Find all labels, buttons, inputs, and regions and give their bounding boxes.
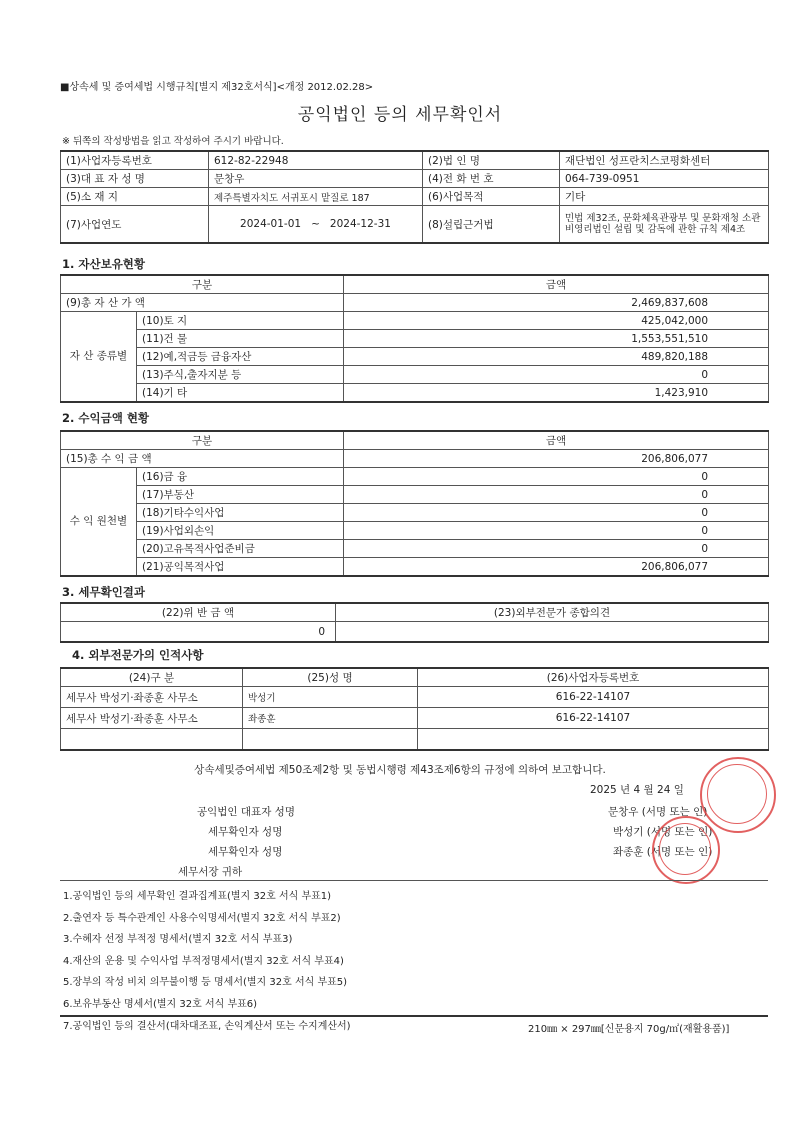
corp-name-value: 재단법인 성프란치스코평화센터 xyxy=(560,151,769,170)
attachment-item: 5.장부의 작성 비치 의무불이행 등 명세서(별지 32호 서식 부표5) xyxy=(63,977,348,989)
assets-row-amount: 489,820,188 xyxy=(344,348,769,366)
expert-kind: 세무사 박성기·좌종훈 사무소 xyxy=(61,708,243,729)
year-range xyxy=(209,206,423,244)
income-row-amount: 0 xyxy=(344,486,769,504)
addr-label: (5)소 재 지 xyxy=(61,188,209,206)
income-row-label: (17)부동산 xyxy=(137,486,344,504)
violation-col: (22)위 반 금 액 xyxy=(61,603,336,622)
checker2-name: 좌종훈 xyxy=(613,846,644,858)
rep-value: 문창우 xyxy=(209,170,423,188)
page-title: 공익법인 등의 세무확인서 xyxy=(297,105,503,125)
income-heading: 2. 수익금액 현황 xyxy=(62,411,150,425)
assets-col-amount: 금액 xyxy=(344,275,769,294)
experts-col-kind: (24)구 분 xyxy=(61,668,243,687)
paper-spec-footer: 210㎜ × 297㎜[신문용지 70g/㎡(재활용품)] xyxy=(528,1024,730,1035)
basis-label: (8)설립근거법 xyxy=(423,206,560,244)
income-row-amount: 0 xyxy=(344,540,769,558)
basis-value: 민법 제32조, 문화체육관광부 및 문화재청 소관 비영리법인 설립 및 감독에 관한 규칙 제4조 xyxy=(560,206,769,244)
checker1-title: 세무확인자 성명 xyxy=(208,826,283,838)
purpose-value: 기타 xyxy=(560,188,769,206)
expert-empty xyxy=(61,729,243,751)
result-table xyxy=(60,602,769,643)
assets-row-label: (13)주식,출자지분 등 xyxy=(137,366,344,384)
biz-no-value: 612-82-22948 xyxy=(209,151,423,170)
income-row-amount: 0 xyxy=(344,504,769,522)
assets-table xyxy=(60,274,769,403)
addr-value: 제주특별자치도 서귀포시 맡질로 187 xyxy=(209,188,423,206)
assets-heading: 1. 자산보유현황 xyxy=(62,257,146,271)
assets-row-label: (11)건 물 xyxy=(137,330,344,348)
income-row-amount: 206,806,077 xyxy=(344,558,769,577)
purpose-label: (6)사업목적 xyxy=(423,188,560,206)
income-row-label: (18)기타수익사업 xyxy=(137,504,344,522)
checker1-name: 박성기 xyxy=(613,826,644,838)
year-start: 2024-01-01 xyxy=(240,218,302,230)
violation-value: 0 xyxy=(61,622,336,643)
experts-col-name: (25)성 명 xyxy=(243,668,418,687)
instruction-note: ※ 뒤쪽의 작성방법을 읽고 작성하여 주시기 바랍니다. xyxy=(62,136,284,147)
income-col-kind: 구분 xyxy=(61,431,344,450)
assets-row-label: (10)토 지 xyxy=(137,312,344,330)
attachment-item: 4.재산의 운용 및 수익사업 부적정명세서(별지 32호 서식 부표4) xyxy=(63,955,344,967)
income-total-label: (15)총 수 익 금 액 xyxy=(61,450,344,468)
recipient: 세무서장 귀하 xyxy=(178,866,243,878)
income-row-label: (19)사업외손익 xyxy=(137,522,344,540)
expert-empty xyxy=(418,729,769,751)
expert-name: 좌종훈 xyxy=(243,708,418,729)
assets-row-amount: 1,423,910 xyxy=(344,384,769,403)
attachment-item: 6.보유부동산 명세서(별지 32호 서식 부표6) xyxy=(63,998,258,1010)
law-reference: ■상속세 및 증여세법 시행규칙[별지 제32호서식]<개정 2012.02.28> xyxy=(60,82,374,93)
income-row-amount: 0 xyxy=(344,468,769,486)
declaration-text: 상속세및증여세법 제50조제2항 및 동법시행령 제43조제6항의 규정에 의하여 보고합니다. xyxy=(194,764,606,776)
assets-row-label: (14)기 타 xyxy=(137,384,344,403)
experts-heading: 4. 외부전문가의 인적사항 xyxy=(72,648,204,662)
tax-agent-seal-inner-icon xyxy=(659,823,711,875)
checker2-title: 세무확인자 성명 xyxy=(208,846,283,858)
income-row-amount: 0 xyxy=(344,522,769,540)
assets-total-value: 2,469,837,608 xyxy=(344,294,769,312)
assets-total-label: (9)총 자 산 가 액 xyxy=(61,294,344,312)
declaration-date: 2025 년 4 월 24 일 xyxy=(590,784,684,796)
attachment-item: 1.공익법인 등의 세무확인 결과집계표(별지 32호 서식 부표1) xyxy=(63,891,332,902)
phone-label: (4)전 화 번 호 xyxy=(423,170,560,188)
assets-group-label: 자 산 종류별 xyxy=(61,312,137,403)
seal-text: (서명 또는 인) xyxy=(646,826,713,838)
expert-bizno: 616-22-14107 xyxy=(418,708,769,729)
opinion-value xyxy=(336,622,769,643)
income-row-label: (20)고유목적사업준비금 xyxy=(137,540,344,558)
income-table xyxy=(60,430,769,577)
year-label: (7)사업연도 xyxy=(61,206,209,244)
assets-row-amount: 0 xyxy=(344,366,769,384)
phone-value: 064-739-0951 xyxy=(560,170,769,188)
income-group-label: 수 익 원천별 xyxy=(61,468,137,577)
seal-text: (서명 또는 인) xyxy=(646,846,713,858)
corporate-seal-inner-icon xyxy=(707,764,767,824)
assets-row-amount: 1,553,551,510 xyxy=(344,330,769,348)
income-row-label: (21)공익목적사업 xyxy=(137,558,344,577)
biz-no-label: (1)사업자등록번호 xyxy=(61,151,209,170)
income-col-amount: 금액 xyxy=(344,431,769,450)
result-heading: 3. 세무확인결과 xyxy=(62,585,146,599)
rep-label: (3)대 표 자 성 명 xyxy=(61,170,209,188)
assets-row-amount: 425,042,000 xyxy=(344,312,769,330)
attachment-item: 2.출연자 등 특수관계인 사용수익명세서(별지 32호 서식 부표2) xyxy=(63,912,341,924)
experts-col-bizno: (26)사업자등록번호 xyxy=(418,668,769,687)
info-table xyxy=(60,150,769,244)
income-total-value: 206,806,077 xyxy=(344,450,769,468)
rep-name: 문창우 xyxy=(608,806,639,818)
expert-name: 박성기 xyxy=(243,687,418,708)
seal-text: (서명 또는 인) xyxy=(641,806,708,818)
expert-empty xyxy=(243,729,418,751)
experts-table xyxy=(60,667,769,751)
assets-row-label: (12)예,적금등 금융자산 xyxy=(137,348,344,366)
attachment-item: 7.공익법인 등의 결산서(대차대조표, 손익계산서 또는 수지계산서) xyxy=(63,1020,351,1032)
income-row-label: (16)금 융 xyxy=(137,468,344,486)
year-tilde: ~ xyxy=(311,218,320,230)
assets-col-kind: 구분 xyxy=(61,275,344,294)
attachment-item: 3.수혜자 선정 부적정 명세서(별지 32호 서식 부표3) xyxy=(63,934,293,946)
corp-name-label: (2)법 인 명 xyxy=(423,151,560,170)
expert-bizno: 616-22-14107 xyxy=(418,687,769,708)
expert-kind: 세무사 박성기·좌종훈 사무소 xyxy=(61,687,243,708)
rep-title: 공익법인 대표자 성명 xyxy=(197,806,295,818)
opinion-col: (23)외부전문가 종합의견 xyxy=(336,603,769,622)
year-end: 2024-12-31 xyxy=(329,218,391,230)
